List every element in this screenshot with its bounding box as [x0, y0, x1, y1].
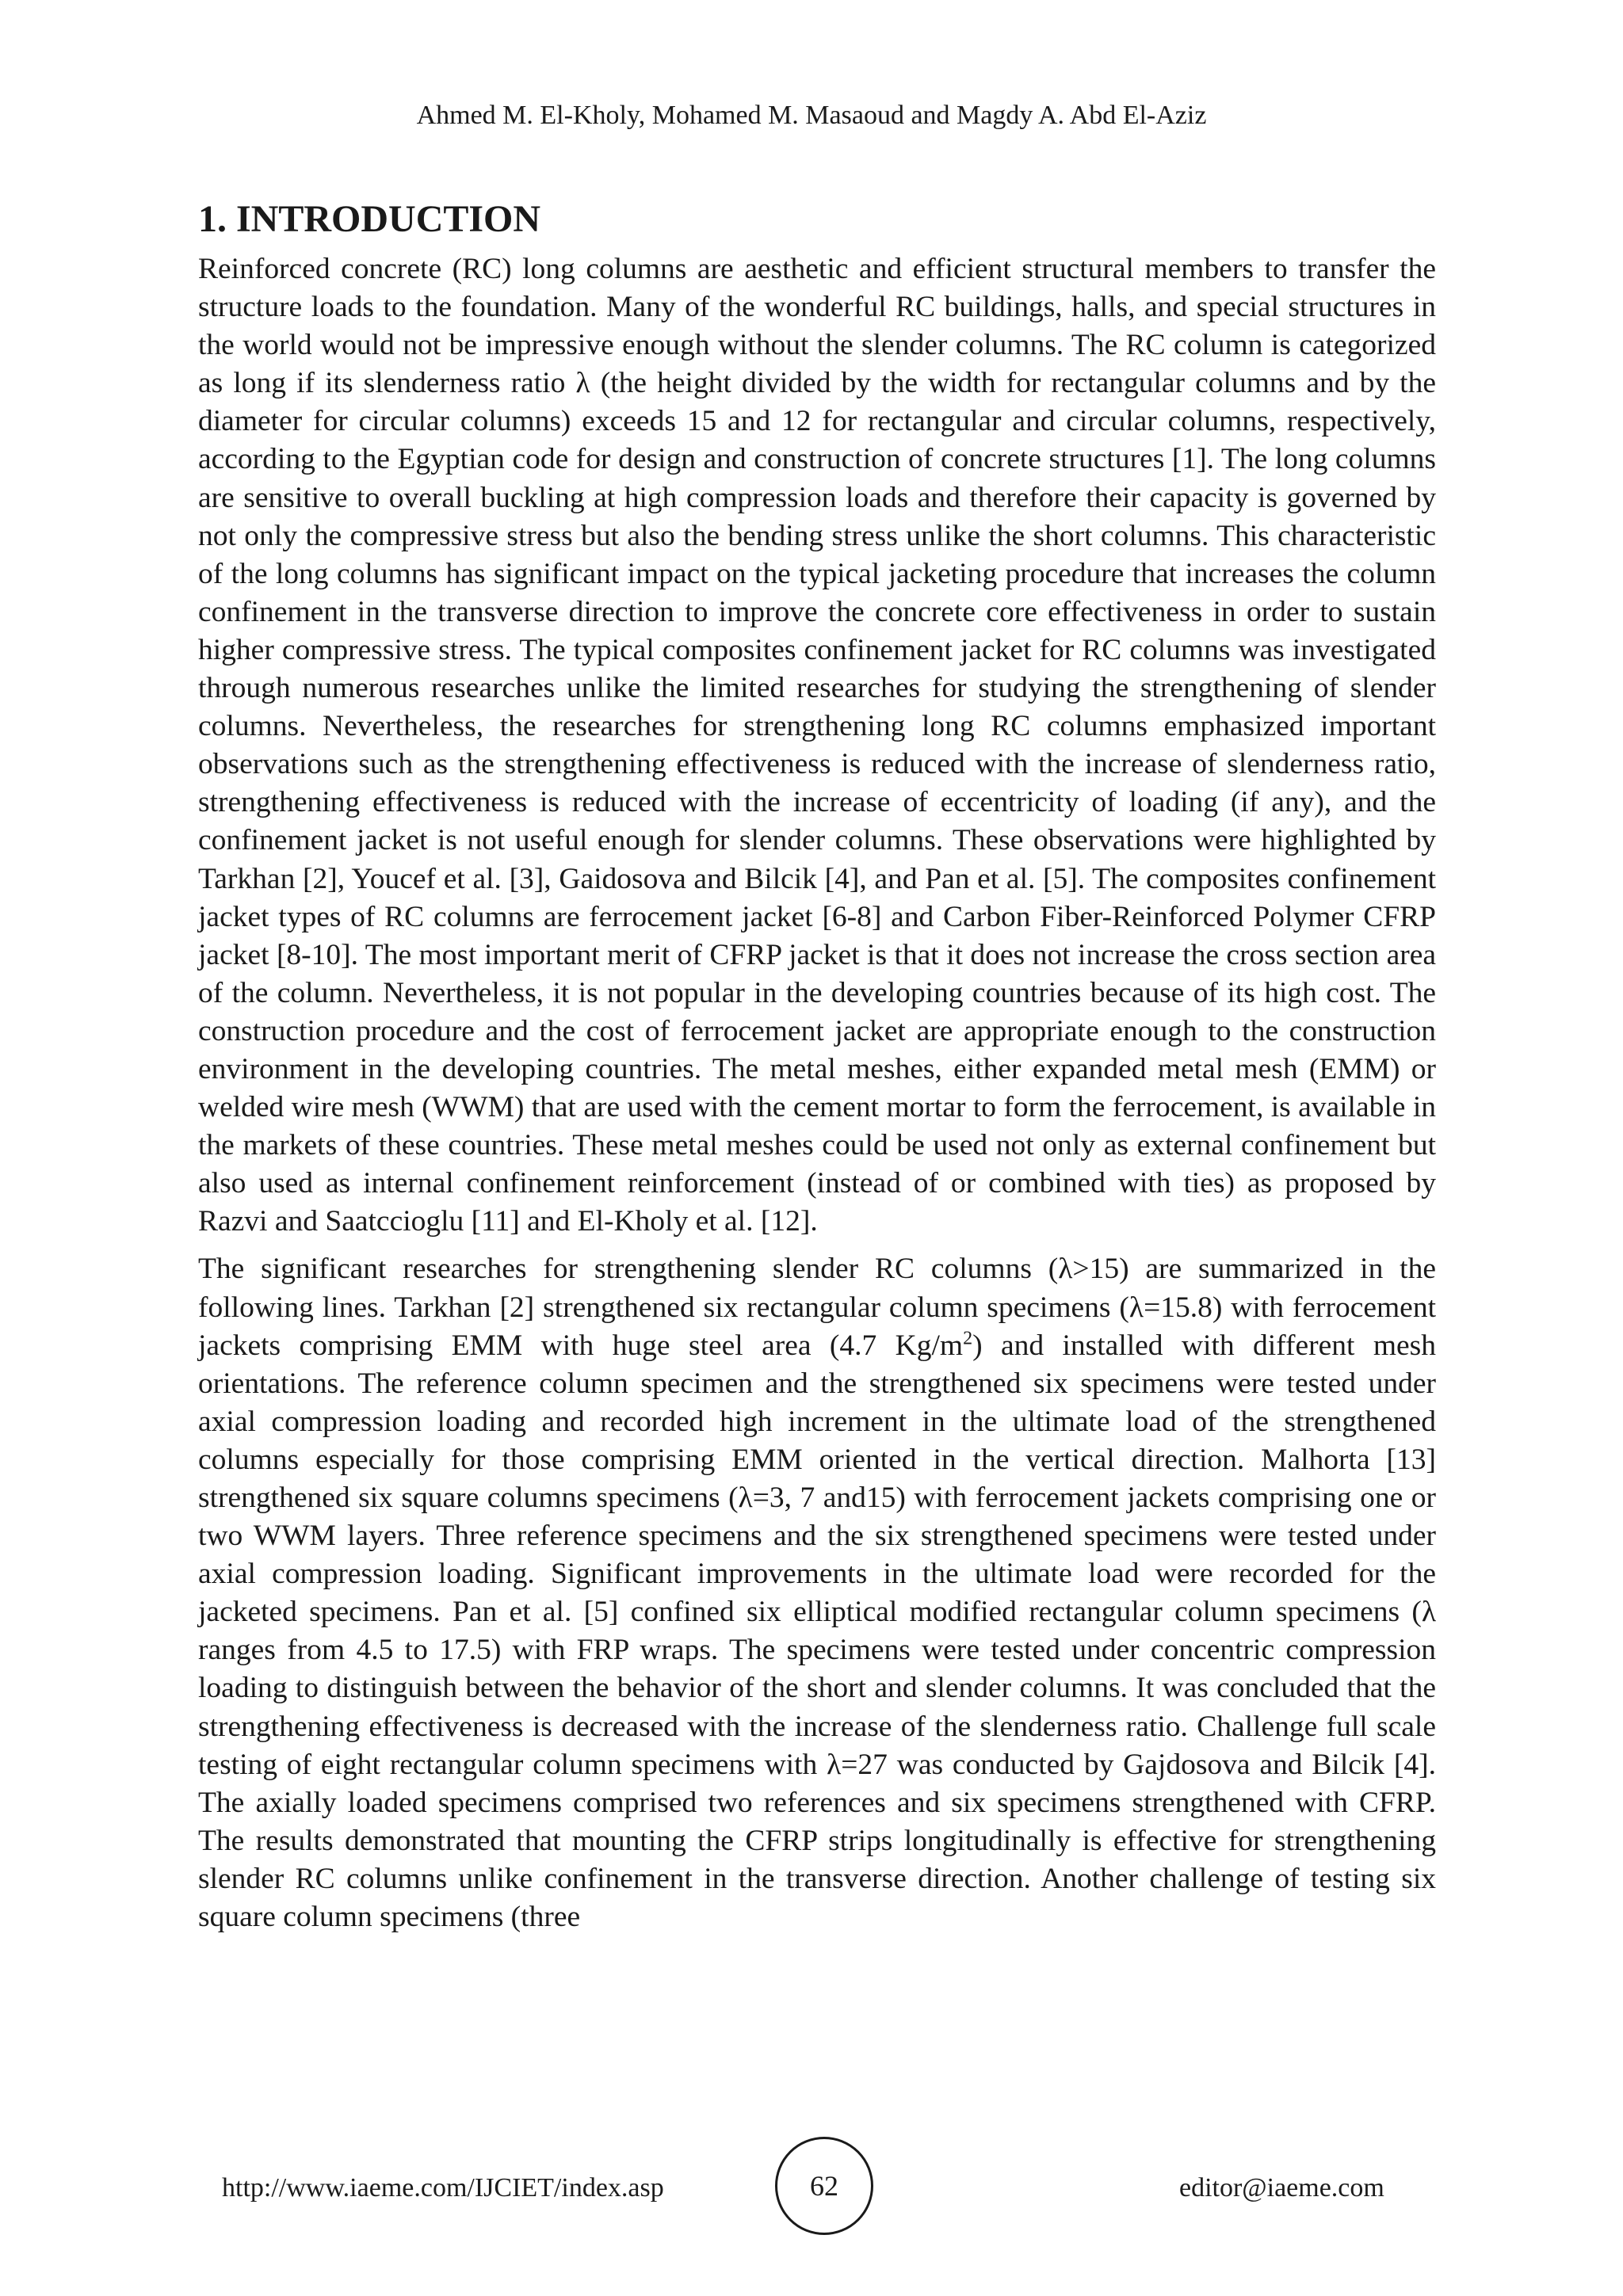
page-number: 62: [810, 2170, 838, 2202]
paragraph-2: [198, 1250, 1436, 1936]
running-header-authors: Ahmed M. El-Kholy, Mohamed M. Masaoud and Magdy A. Abd El-Aziz: [416, 101, 1207, 130]
paragraph-1: Reinforced concrete (RC) long columns are aesthetic and efficient structural members to transfer the structure loads to the foundation. Many of the wonderful RC buildings, halls, and special structures in the world would not be impressive enough without the slender columns. The RC column is categorized as long if its slenderness ratio λ (the height divided by the width for rectangular columns and by the diameter for circular columns) exceeds 15 and 12 for rectangular and circular columns, respectively, according to the Egyptian code for design and construction of concrete structures [1]. The long columns are sensitive to overall buckling at high compression loads and therefore their capacity is governed by not only the compressive stress but also the bending stress unlike the short columns. This characteristic of the long columns has significant impact on the typical jacketing procedure that increases the column confinement in the transverse direction to improve the concrete core effectiveness in order to sustain higher compressive stress. The typical composites confinement jacket for RC columns was investigated through numerous researches unlike the limited researches for studying the strengthening of slender columns. Nevertheless, the researches for strengthening long RC columns emphasized important observations such as the strengthening effectiveness is reduced with the increase of slenderness ratio, strengthening effectiveness is reduced with the increase of eccentricity of loading (if any), and the confinement jacket is not useful enough for slender columns. These observations were highlighted by Tarkhan [2], Youcef et al. [3], Gaidosova and Bilcik [4], and Pan et al. [5]. The composites confinement jacket types of RC columns are ferrocement jacket [6-8] and Carbon Fiber-Reinforced Polymer CFRP jacket [8-10]. The most important merit of CFRP jacket is that it does not increase the cross section area of the column. Nevertheless, it is not popular in the developing countries because of its high cost. The construction procedure and the cost of ferrocement jacket are appropriate enough to the construction environment in the developing countries. The metal meshes, either expanded metal mesh (EMM) or welded wire mesh (WWM) that are used with the cement mortar to form the ferrocement, is available in the markets of these countries. These metal meshes could be used not only as external confinement but also used as internal confinement reinforcement (instead of or combined with ties) as proposed by Razvi and Saatccioglu [11] and El-Kholy et al. [12].: [198, 253, 1436, 1238]
superscript-2: 2: [963, 1328, 973, 1349]
footer-url-link[interactable]: http://www.iaeme.com/IJCIET/index.asp: [222, 2173, 664, 2203]
section-heading: 1. INTRODUCTION: [198, 198, 541, 240]
main-content: [198, 195, 1436, 1936]
paragraph-2-part-a: The significant researches for strengthening slender RC columns (λ>15) are summarized in the following lines. Tarkhan [2] strengthened six rectangular column specimens (λ=15.8) with ferrocement jackets comprising EMM with huge steel area (4.7 Kg/m: [198, 1253, 1436, 1362]
footer-email-link[interactable]: editor@iaeme.com: [1179, 2173, 1384, 2203]
page-number-circle: [775, 2137, 873, 2235]
paragraph-2-part-b: ) and installed with different mesh orientations. The reference column specimen and the strengthened six specimens were tested under axial compression loading and recorded high increment in the ultimate load of the strengthened columns especially for those comprising EMM oriented in the vertical direction. Malhorta [13] strengthened six square columns specimens (λ=3, 7 and15) with ferrocement jackets comprising one or two WWM layers. Three reference specimens and the six strengthened specimens were tested under axial compression loading. Significant improvements in the ultimate load were recorded for the jacketed specimens. Pan et al. [5] confined six elliptical modified rectangular column specimens (λ ranges from 4.5 to 17.5) with FRP wraps. The specimens were tested under concentric compression loading to distinguish between the behavior of the short and slender columns. It was concluded that the strengthening effectiveness is decreased with the increase of the slenderness ratio. Challenge full scale testing of eight rectangular column specimens with λ=27 was conducted by Gajdosova and Bilcik [4]. The axially loaded specimens comprised two references and six specimens strengthened with CFRP. The results demonstrated that mounting the CFRP strips longitudinally is effective for strengthening slender RC columns unlike confinement in the transverse direction. Another challenge of testing six square column specimens (three: [198, 1329, 1436, 1934]
